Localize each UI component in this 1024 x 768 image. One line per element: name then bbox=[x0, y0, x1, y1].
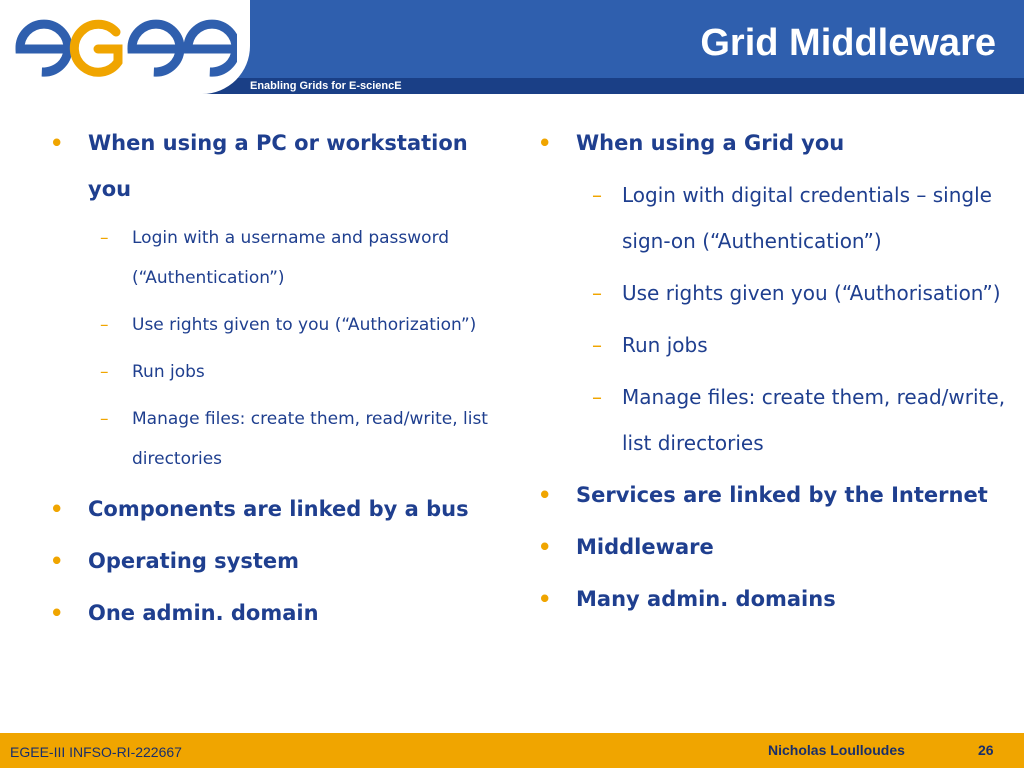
sub-bullet-item bbox=[50, 305, 510, 345]
bullet-marker: • bbox=[50, 497, 64, 521]
dash-marker: – bbox=[592, 183, 602, 207]
slide-title: Grid Middleware bbox=[700, 22, 996, 64]
bullet-item bbox=[50, 486, 510, 532]
bullet-text: When using a PC or workstation you bbox=[88, 131, 468, 201]
bullet-item bbox=[50, 120, 510, 212]
sub-bullet-item bbox=[50, 399, 510, 479]
bullet-marker: • bbox=[538, 587, 552, 611]
bullet-item bbox=[538, 524, 1008, 570]
tagline: Enabling Grids for E-sciencE bbox=[250, 80, 402, 92]
bullet-text: Services are linked by the Internet bbox=[576, 483, 988, 507]
sub-bullet-text: Manage files: create them, read/write, list directories bbox=[132, 409, 488, 469]
sub-bullet-item bbox=[538, 270, 1008, 316]
sub-bullet-item bbox=[538, 322, 1008, 368]
dash-marker: – bbox=[100, 228, 109, 248]
page-number: 26 bbox=[978, 742, 994, 758]
sub-bullet-text: Login with a username and password (“Authentication”) bbox=[132, 228, 450, 288]
egee-logo bbox=[12, 16, 237, 78]
bullet-item bbox=[50, 590, 510, 636]
dash-marker: – bbox=[592, 281, 602, 305]
bullet-marker: • bbox=[50, 549, 64, 573]
bullet-marker: • bbox=[538, 131, 552, 155]
bullet-text: Many admin. domains bbox=[576, 587, 836, 611]
sub-bullet-text: Use rights given to you (“Authorization”) bbox=[132, 315, 477, 335]
sub-bullet-text: Run jobs bbox=[622, 333, 708, 357]
logo-area bbox=[0, 0, 250, 94]
dash-marker: – bbox=[592, 385, 602, 409]
bullet-marker: • bbox=[538, 535, 552, 559]
sub-bullet-item bbox=[538, 172, 1008, 264]
sub-bullet-item bbox=[50, 352, 510, 392]
bullet-marker: • bbox=[50, 131, 64, 155]
sub-bullet-text: Run jobs bbox=[132, 362, 205, 382]
bullet-marker: • bbox=[50, 601, 64, 625]
dash-marker: – bbox=[592, 333, 602, 357]
bullet-text: Middleware bbox=[576, 535, 714, 559]
bullet-item bbox=[538, 120, 1008, 166]
left-column bbox=[50, 120, 510, 642]
bullet-item bbox=[50, 538, 510, 584]
bullet-item bbox=[538, 576, 1008, 622]
sub-bullet-text: Login with digital credentials – single sign-on (“Authentication”) bbox=[622, 183, 992, 253]
dash-marker: – bbox=[100, 409, 109, 429]
bullet-text: Operating system bbox=[88, 549, 300, 573]
dash-marker: – bbox=[100, 362, 109, 382]
bullet-text: Components are linked by a bus bbox=[88, 497, 469, 521]
bullet-text: When using a Grid you bbox=[576, 131, 845, 155]
sub-bullet-item bbox=[538, 374, 1008, 466]
bullet-marker: • bbox=[538, 483, 552, 507]
bullet-text: One admin. domain bbox=[88, 601, 319, 625]
dash-marker: – bbox=[100, 315, 109, 335]
footer bbox=[0, 733, 1024, 768]
right-column bbox=[538, 120, 1008, 628]
bullet-item bbox=[538, 472, 1008, 518]
sub-bullet-text: Manage files: create them, read/write, list directories bbox=[622, 385, 1006, 455]
author-name: Nicholas Loulloudes bbox=[768, 742, 905, 758]
sub-bullet-text: Use rights given you (“Authorisation”) bbox=[622, 281, 1001, 305]
sub-bullet-item bbox=[50, 218, 510, 298]
project-code: EGEE-III INFSO-RI-222667 bbox=[10, 744, 182, 760]
